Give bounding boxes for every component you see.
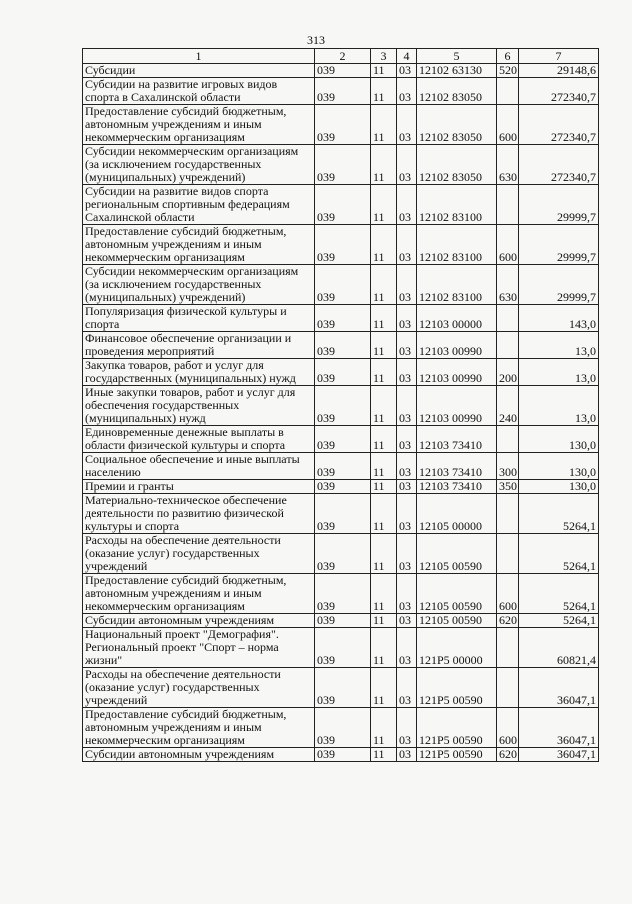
table-row	[83, 748, 599, 762]
table-row	[83, 534, 599, 574]
row-name-cell: Закупка товаров, работ и услуг для государственных (муниципальных) нужд	[83, 359, 315, 386]
expense-type-cell: 630	[497, 145, 519, 185]
target-article-cell: 121P5 00000	[417, 628, 497, 668]
section-cell: 11	[371, 494, 397, 534]
target-article-cell: 12102 83050	[417, 105, 497, 145]
amount-cell: 5264,1	[519, 574, 599, 614]
subsection-cell: 03	[397, 614, 417, 628]
section-cell: 11	[371, 64, 397, 78]
expense-type-cell	[497, 494, 519, 534]
expense-type-cell	[497, 305, 519, 332]
admin-code-cell: 039	[315, 668, 371, 708]
section-cell: 11	[371, 359, 397, 386]
row-name-cell: Субсидии некоммерческим организациям (за исключением государственных (муниципальных) учреждений)	[83, 145, 315, 185]
amount-cell: 29148,6	[519, 64, 599, 78]
target-article-cell: 121P5 00590	[417, 708, 497, 748]
target-article-cell: 12105 00000	[417, 494, 497, 534]
budget-table	[82, 48, 599, 762]
expense-type-cell: 620	[497, 614, 519, 628]
target-article-cell: 12102 83100	[417, 185, 497, 225]
target-article-cell: 121P5 00590	[417, 748, 497, 762]
section-cell: 11	[371, 628, 397, 668]
table-row	[83, 305, 599, 332]
table-row	[83, 145, 599, 185]
section-cell: 11	[371, 453, 397, 480]
row-name-cell: Субсидии некоммерческим организациям (за исключением государственных (муниципальных) учреждений)	[83, 265, 315, 305]
subsection-cell: 03	[397, 628, 417, 668]
header-col-4: 4	[397, 49, 417, 64]
page-number: 313	[307, 33, 325, 47]
admin-code-cell: 039	[315, 494, 371, 534]
row-name-cell: Субсидии	[83, 64, 315, 78]
expense-type-cell: 350	[497, 480, 519, 494]
row-name-cell: Популяризация физической культуры и спорта	[83, 305, 315, 332]
admin-code-cell: 039	[315, 628, 371, 668]
admin-code-cell: 039	[315, 185, 371, 225]
amount-cell: 29999,7	[519, 225, 599, 265]
subsection-cell: 03	[397, 426, 417, 453]
table-row	[83, 480, 599, 494]
subsection-cell: 03	[397, 453, 417, 480]
expense-type-cell	[497, 78, 519, 105]
section-cell: 11	[371, 708, 397, 748]
header-col-5: 5	[417, 49, 497, 64]
row-name-cell: Единовременные денежные выплаты в области физической культуры и спорта	[83, 426, 315, 453]
table-row	[83, 265, 599, 305]
section-cell: 11	[371, 386, 397, 426]
subsection-cell: 03	[397, 668, 417, 708]
row-name-cell: Финансовое обеспечение организации и проведения мероприятий	[83, 332, 315, 359]
admin-code-cell: 039	[315, 534, 371, 574]
target-article-cell: 12103 73410	[417, 426, 497, 453]
header-col-3: 3	[371, 49, 397, 64]
subsection-cell: 03	[397, 185, 417, 225]
section-cell: 11	[371, 265, 397, 305]
subsection-cell: 03	[397, 105, 417, 145]
table-row	[83, 614, 599, 628]
target-article-cell: 121P5 00590	[417, 668, 497, 708]
row-name-cell: Расходы на обеспечение деятельности (оказание услуг) государственных учреждений	[83, 534, 315, 574]
expense-type-cell: 600	[497, 105, 519, 145]
amount-cell: 36047,1	[519, 668, 599, 708]
header-col-6: 6	[497, 49, 519, 64]
amount-cell: 143,0	[519, 305, 599, 332]
section-cell: 11	[371, 426, 397, 453]
section-cell: 11	[371, 614, 397, 628]
amount-cell: 60821,4	[519, 628, 599, 668]
amount-cell: 272340,7	[519, 105, 599, 145]
row-name-cell: Премии и гранты	[83, 480, 315, 494]
row-name-cell: Субсидии автономным учреждениям	[83, 748, 315, 762]
table-row	[83, 386, 599, 426]
row-name-cell: Социальное обеспечение и иные выплаты населению	[83, 453, 315, 480]
amount-cell: 130,0	[519, 426, 599, 453]
expense-type-cell: 240	[497, 386, 519, 426]
expense-type-cell	[497, 426, 519, 453]
section-cell: 11	[371, 574, 397, 614]
admin-code-cell: 039	[315, 614, 371, 628]
amount-cell: 5264,1	[519, 534, 599, 574]
table-row	[83, 426, 599, 453]
expense-type-cell	[497, 185, 519, 225]
target-article-cell: 12105 00590	[417, 534, 497, 574]
expense-type-cell	[497, 332, 519, 359]
row-name-cell: Расходы на обеспечение деятельности (оказание услуг) государственных учреждений	[83, 668, 315, 708]
target-article-cell: 12102 83050	[417, 145, 497, 185]
amount-cell: 29999,7	[519, 265, 599, 305]
table-row	[83, 78, 599, 105]
section-cell: 11	[371, 185, 397, 225]
expense-type-cell	[497, 628, 519, 668]
expense-type-cell	[497, 534, 519, 574]
row-name-cell: Предоставление субсидий бюджетным, автономным учреждениям и иным некоммерческим организациям	[83, 105, 315, 145]
amount-cell: 5264,1	[519, 614, 599, 628]
target-article-cell: 12103 00990	[417, 386, 497, 426]
admin-code-cell: 039	[315, 748, 371, 762]
amount-cell: 36047,1	[519, 748, 599, 762]
expense-type-cell: 630	[497, 265, 519, 305]
section-cell: 11	[371, 748, 397, 762]
admin-code-cell: 039	[315, 105, 371, 145]
amount-cell: 13,0	[519, 359, 599, 386]
subsection-cell: 03	[397, 145, 417, 185]
amount-cell: 272340,7	[519, 78, 599, 105]
subsection-cell: 03	[397, 225, 417, 265]
row-name-cell: Субсидии на развитие видов спорта региональным спортивным федерациям Сахалинской области	[83, 185, 315, 225]
amount-cell: 5264,1	[519, 494, 599, 534]
admin-code-cell: 039	[315, 359, 371, 386]
table-row	[83, 708, 599, 748]
header-col-2: 2	[315, 49, 371, 64]
table-row	[83, 494, 599, 534]
target-article-cell: 12102 63130	[417, 64, 497, 78]
row-name-cell: Предоставление субсидий бюджетным, автономным учреждениям и иным некоммерческим организациям	[83, 225, 315, 265]
table-row	[83, 185, 599, 225]
expense-type-cell: 600	[497, 708, 519, 748]
row-name-cell: Предоставление субсидий бюджетным, автономным учреждениям и иным некоммерческим организациям	[83, 708, 315, 748]
admin-code-cell: 039	[315, 305, 371, 332]
admin-code-cell: 039	[315, 78, 371, 105]
admin-code-cell: 039	[315, 386, 371, 426]
row-name-cell: Предоставление субсидий бюджетным, автономным учреждениям и иным некоммерческим организациям	[83, 574, 315, 614]
expense-type-cell: 600	[497, 225, 519, 265]
expense-type-cell: 620	[497, 748, 519, 762]
header-col-7: 7	[519, 49, 599, 64]
table-header	[83, 49, 599, 64]
target-article-cell: 12102 83050	[417, 78, 497, 105]
subsection-cell: 03	[397, 265, 417, 305]
admin-code-cell: 039	[315, 426, 371, 453]
subsection-cell: 03	[397, 78, 417, 105]
amount-cell: 29999,7	[519, 185, 599, 225]
target-article-cell: 12103 00990	[417, 359, 497, 386]
target-article-cell: 12103 00000	[417, 305, 497, 332]
amount-cell: 130,0	[519, 453, 599, 480]
admin-code-cell: 039	[315, 574, 371, 614]
target-article-cell: 12103 73410	[417, 453, 497, 480]
table-row	[83, 105, 599, 145]
target-article-cell: 12105 00590	[417, 614, 497, 628]
subsection-cell: 03	[397, 748, 417, 762]
amount-cell: 36047,1	[519, 708, 599, 748]
admin-code-cell: 039	[315, 453, 371, 480]
admin-code-cell: 039	[315, 145, 371, 185]
subsection-cell: 03	[397, 574, 417, 614]
subsection-cell: 03	[397, 305, 417, 332]
section-cell: 11	[371, 225, 397, 265]
target-article-cell: 12103 00990	[417, 332, 497, 359]
target-article-cell: 12103 73410	[417, 480, 497, 494]
expense-type-cell: 520	[497, 64, 519, 78]
table-row	[83, 359, 599, 386]
section-cell: 11	[371, 480, 397, 494]
table-row	[83, 628, 599, 668]
table-body	[83, 64, 599, 762]
admin-code-cell: 039	[315, 225, 371, 265]
admin-code-cell: 039	[315, 332, 371, 359]
target-article-cell: 12105 00590	[417, 574, 497, 614]
section-cell: 11	[371, 534, 397, 574]
table-row	[83, 225, 599, 265]
admin-code-cell: 039	[315, 265, 371, 305]
expense-type-cell: 600	[497, 574, 519, 614]
subsection-cell: 03	[397, 359, 417, 386]
section-cell: 11	[371, 78, 397, 105]
expense-type-cell: 300	[497, 453, 519, 480]
subsection-cell: 03	[397, 480, 417, 494]
table-row	[83, 332, 599, 359]
row-name-cell: Материально-техническое обеспечение деятельности по развитию физической культуры и спорта	[83, 494, 315, 534]
section-cell: 11	[371, 668, 397, 708]
amount-cell: 272340,7	[519, 145, 599, 185]
table-row	[83, 453, 599, 480]
target-article-cell: 12102 83100	[417, 265, 497, 305]
amount-cell: 13,0	[519, 386, 599, 426]
subsection-cell: 03	[397, 386, 417, 426]
section-cell: 11	[371, 145, 397, 185]
expense-type-cell	[497, 668, 519, 708]
subsection-cell: 03	[397, 708, 417, 748]
row-name-cell: Национальный проект "Демография". Региональный проект "Спорт – норма жизни"	[83, 628, 315, 668]
amount-cell: 13,0	[519, 332, 599, 359]
section-cell: 11	[371, 332, 397, 359]
subsection-cell: 03	[397, 64, 417, 78]
subsection-cell: 03	[397, 494, 417, 534]
admin-code-cell: 039	[315, 708, 371, 748]
subsection-cell: 03	[397, 332, 417, 359]
row-name-cell: Субсидии на развитие игровых видов спорта в Сахалинской области	[83, 78, 315, 105]
admin-code-cell: 039	[315, 480, 371, 494]
admin-code-cell: 039	[315, 64, 371, 78]
table-row	[83, 574, 599, 614]
subsection-cell: 03	[397, 534, 417, 574]
expense-type-cell: 200	[497, 359, 519, 386]
section-cell: 11	[371, 105, 397, 145]
row-name-cell: Субсидии автономным учреждениям	[83, 614, 315, 628]
table-row	[83, 64, 599, 78]
amount-cell: 130,0	[519, 480, 599, 494]
header-col-1: 1	[83, 49, 315, 64]
row-name-cell: Иные закупки товаров, работ и услуг для обеспечения государственных (муниципальных) нужд	[83, 386, 315, 426]
table-row	[83, 668, 599, 708]
target-article-cell: 12102 83100	[417, 225, 497, 265]
section-cell: 11	[371, 305, 397, 332]
header-row	[83, 49, 599, 64]
